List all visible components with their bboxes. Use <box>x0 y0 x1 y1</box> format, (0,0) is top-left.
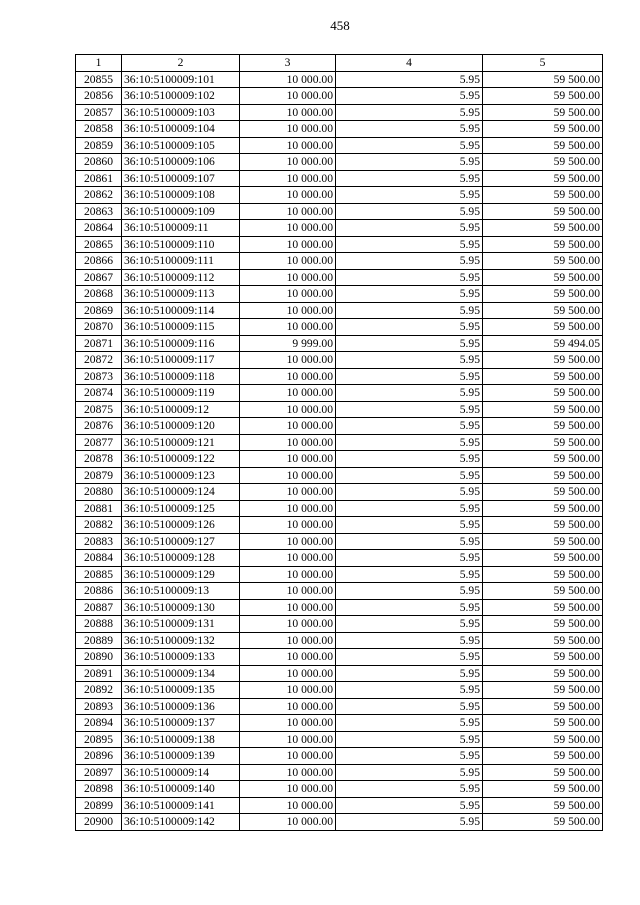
area-cell: 10 000.00 <box>240 269 336 286</box>
rate-cell: 5.95 <box>336 401 483 418</box>
row-number-cell: 20886 <box>76 583 122 600</box>
total-cell: 59 494.05 <box>483 335 603 352</box>
area-cell: 10 000.00 <box>240 632 336 649</box>
rate-cell: 5.95 <box>336 104 483 121</box>
area-cell: 10 000.00 <box>240 137 336 154</box>
total-cell: 59 500.00 <box>483 814 603 831</box>
rate-cell: 5.95 <box>336 731 483 748</box>
area-cell: 10 000.00 <box>240 319 336 336</box>
rate-cell: 5.95 <box>336 583 483 600</box>
table-row <box>76 731 603 748</box>
total-cell: 59 500.00 <box>483 418 603 435</box>
area-cell: 10 000.00 <box>240 797 336 814</box>
cadastral-number-cell: 36:10:5100009:108 <box>122 187 240 204</box>
column-header-2: 2 <box>122 55 240 72</box>
area-cell: 10 000.00 <box>240 253 336 270</box>
cadastral-number-cell: 36:10:5100009:113 <box>122 286 240 303</box>
row-number-cell: 20857 <box>76 104 122 121</box>
row-number-cell: 20885 <box>76 566 122 583</box>
table-row <box>76 319 603 336</box>
total-cell: 59 500.00 <box>483 649 603 666</box>
row-number-cell: 20876 <box>76 418 122 435</box>
row-number-cell: 20879 <box>76 467 122 484</box>
cadastral-number-cell: 36:10:5100009:107 <box>122 170 240 187</box>
rate-cell: 5.95 <box>336 220 483 237</box>
row-number-cell: 20862 <box>76 187 122 204</box>
rate-cell: 5.95 <box>336 335 483 352</box>
table-row <box>76 187 603 204</box>
table-body <box>76 71 603 830</box>
table-row <box>76 599 603 616</box>
row-number-cell: 20898 <box>76 781 122 798</box>
row-number-cell: 20864 <box>76 220 122 237</box>
table-row <box>76 203 603 220</box>
total-cell: 59 500.00 <box>483 269 603 286</box>
row-number-cell: 20884 <box>76 550 122 567</box>
row-number-cell: 20878 <box>76 451 122 468</box>
table-row <box>76 335 603 352</box>
row-number-cell: 20896 <box>76 748 122 765</box>
row-number-cell: 20888 <box>76 616 122 633</box>
total-cell: 59 500.00 <box>483 220 603 237</box>
total-cell: 59 500.00 <box>483 401 603 418</box>
table-row <box>76 104 603 121</box>
row-number-cell: 20861 <box>76 170 122 187</box>
column-header-4: 4 <box>336 55 483 72</box>
cadastral-number-cell: 36:10:5100009:138 <box>122 731 240 748</box>
total-cell: 59 500.00 <box>483 764 603 781</box>
row-number-cell: 20872 <box>76 352 122 369</box>
table-row <box>76 764 603 781</box>
table-row <box>76 550 603 567</box>
rate-cell: 5.95 <box>336 698 483 715</box>
rate-cell: 5.95 <box>336 665 483 682</box>
cadastral-number-cell: 36:10:5100009:127 <box>122 533 240 550</box>
rate-cell: 5.95 <box>336 517 483 534</box>
total-cell: 59 500.00 <box>483 715 603 732</box>
cadastral-number-cell: 36:10:5100009:12 <box>122 401 240 418</box>
table-row <box>76 748 603 765</box>
total-cell: 59 500.00 <box>483 154 603 171</box>
cadastral-number-cell: 36:10:5100009:103 <box>122 104 240 121</box>
rate-cell: 5.95 <box>336 764 483 781</box>
row-number-cell: 20900 <box>76 814 122 831</box>
cadastral-number-cell: 36:10:5100009:118 <box>122 368 240 385</box>
cadastral-number-cell: 36:10:5100009:106 <box>122 154 240 171</box>
total-cell: 59 500.00 <box>483 368 603 385</box>
cadastral-number-cell: 36:10:5100009:137 <box>122 715 240 732</box>
column-header-1: 1 <box>76 55 122 72</box>
rate-cell: 5.95 <box>336 319 483 336</box>
row-number-cell: 20868 <box>76 286 122 303</box>
data-table <box>75 54 603 831</box>
area-cell: 10 000.00 <box>240 401 336 418</box>
area-cell: 10 000.00 <box>240 368 336 385</box>
total-cell: 59 500.00 <box>483 286 603 303</box>
rate-cell: 5.95 <box>336 253 483 270</box>
area-cell: 10 000.00 <box>240 517 336 534</box>
row-number-cell: 20869 <box>76 302 122 319</box>
rate-cell: 5.95 <box>336 781 483 798</box>
total-cell: 59 500.00 <box>483 632 603 649</box>
area-cell: 10 000.00 <box>240 467 336 484</box>
area-cell: 10 000.00 <box>240 698 336 715</box>
rate-cell: 5.95 <box>336 203 483 220</box>
table-row <box>76 401 603 418</box>
row-number-cell: 20867 <box>76 269 122 286</box>
table-row <box>76 781 603 798</box>
cadastral-number-cell: 36:10:5100009:132 <box>122 632 240 649</box>
table-row <box>76 649 603 666</box>
cadastral-number-cell: 36:10:5100009:135 <box>122 682 240 699</box>
total-cell: 59 500.00 <box>483 781 603 798</box>
table-header <box>76 55 603 72</box>
table-row <box>76 253 603 270</box>
table-row <box>76 451 603 468</box>
total-cell: 59 500.00 <box>483 583 603 600</box>
total-cell: 59 500.00 <box>483 253 603 270</box>
area-cell: 10 000.00 <box>240 170 336 187</box>
total-cell: 59 500.00 <box>483 137 603 154</box>
table-row <box>76 236 603 253</box>
row-number-cell: 20890 <box>76 649 122 666</box>
total-cell: 59 500.00 <box>483 121 603 138</box>
rate-cell: 5.95 <box>336 187 483 204</box>
row-number-cell: 20863 <box>76 203 122 220</box>
column-header-5: 5 <box>483 55 603 72</box>
area-cell: 10 000.00 <box>240 71 336 88</box>
rate-cell: 5.95 <box>336 269 483 286</box>
total-cell: 59 500.00 <box>483 698 603 715</box>
table-row <box>76 269 603 286</box>
rate-cell: 5.95 <box>336 797 483 814</box>
row-number-cell: 20855 <box>76 71 122 88</box>
total-cell: 59 500.00 <box>483 533 603 550</box>
area-cell: 10 000.00 <box>240 781 336 798</box>
total-cell: 59 500.00 <box>483 236 603 253</box>
rate-cell: 5.95 <box>336 467 483 484</box>
rate-cell: 5.95 <box>336 170 483 187</box>
row-number-cell: 20893 <box>76 698 122 715</box>
total-cell: 59 500.00 <box>483 550 603 567</box>
row-number-cell: 20873 <box>76 368 122 385</box>
cadastral-number-cell: 36:10:5100009:133 <box>122 649 240 666</box>
area-cell: 10 000.00 <box>240 121 336 138</box>
area-cell: 10 000.00 <box>240 731 336 748</box>
total-cell: 59 500.00 <box>483 187 603 204</box>
table-row <box>76 484 603 501</box>
table-row <box>76 715 603 732</box>
rate-cell: 5.95 <box>336 682 483 699</box>
row-number-cell: 20894 <box>76 715 122 732</box>
cadastral-number-cell: 36:10:5100009:116 <box>122 335 240 352</box>
area-cell: 10 000.00 <box>240 649 336 666</box>
cadastral-number-cell: 36:10:5100009:101 <box>122 71 240 88</box>
row-number-cell: 20880 <box>76 484 122 501</box>
area-cell: 10 000.00 <box>240 236 336 253</box>
total-cell: 59 500.00 <box>483 104 603 121</box>
total-cell: 59 500.00 <box>483 451 603 468</box>
area-cell: 10 000.00 <box>240 352 336 369</box>
table-row <box>76 137 603 154</box>
area-cell: 10 000.00 <box>240 434 336 451</box>
table-row <box>76 665 603 682</box>
area-cell: 10 000.00 <box>240 104 336 121</box>
area-cell: 10 000.00 <box>240 814 336 831</box>
rate-cell: 5.95 <box>336 550 483 567</box>
area-cell: 10 000.00 <box>240 616 336 633</box>
area-cell: 10 000.00 <box>240 187 336 204</box>
cadastral-number-cell: 36:10:5100009:142 <box>122 814 240 831</box>
rate-cell: 5.95 <box>336 121 483 138</box>
row-number-cell: 20891 <box>76 665 122 682</box>
area-cell: 10 000.00 <box>240 533 336 550</box>
cadastral-number-cell: 36:10:5100009:120 <box>122 418 240 435</box>
rate-cell: 5.95 <box>336 71 483 88</box>
rate-cell: 5.95 <box>336 599 483 616</box>
cadastral-number-cell: 36:10:5100009:105 <box>122 137 240 154</box>
area-cell: 10 000.00 <box>240 748 336 765</box>
cadastral-number-cell: 36:10:5100009:131 <box>122 616 240 633</box>
rate-cell: 5.95 <box>336 286 483 303</box>
table-row <box>76 632 603 649</box>
total-cell: 59 500.00 <box>483 500 603 517</box>
table-row <box>76 154 603 171</box>
row-number-cell: 20865 <box>76 236 122 253</box>
rate-cell: 5.95 <box>336 649 483 666</box>
rate-cell: 5.95 <box>336 616 483 633</box>
rate-cell: 5.95 <box>336 748 483 765</box>
total-cell: 59 500.00 <box>483 467 603 484</box>
row-number-cell: 20889 <box>76 632 122 649</box>
cadastral-number-cell: 36:10:5100009:121 <box>122 434 240 451</box>
cadastral-number-cell: 36:10:5100009:110 <box>122 236 240 253</box>
area-cell: 10 000.00 <box>240 583 336 600</box>
total-cell: 59 500.00 <box>483 599 603 616</box>
row-number-cell: 20892 <box>76 682 122 699</box>
area-cell: 10 000.00 <box>240 88 336 105</box>
cadastral-number-cell: 36:10:5100009:111 <box>122 253 240 270</box>
table-row <box>76 616 603 633</box>
rate-cell: 5.95 <box>336 302 483 319</box>
row-number-cell: 20883 <box>76 533 122 550</box>
table-row <box>76 533 603 550</box>
cadastral-number-cell: 36:10:5100009:126 <box>122 517 240 534</box>
total-cell: 59 500.00 <box>483 748 603 765</box>
rate-cell: 5.95 <box>336 368 483 385</box>
row-number-cell: 20870 <box>76 319 122 336</box>
table-row <box>76 286 603 303</box>
rate-cell: 5.95 <box>336 715 483 732</box>
area-cell: 10 000.00 <box>240 203 336 220</box>
rate-cell: 5.95 <box>336 814 483 831</box>
table-row <box>76 220 603 237</box>
rate-cell: 5.95 <box>336 484 483 501</box>
area-cell: 10 000.00 <box>240 682 336 699</box>
table-row <box>76 797 603 814</box>
rate-cell: 5.95 <box>336 137 483 154</box>
total-cell: 59 500.00 <box>483 319 603 336</box>
area-cell: 10 000.00 <box>240 500 336 517</box>
cadastral-number-cell: 36:10:5100009:130 <box>122 599 240 616</box>
area-cell: 10 000.00 <box>240 154 336 171</box>
row-number-cell: 20877 <box>76 434 122 451</box>
rate-cell: 5.95 <box>336 632 483 649</box>
table-row <box>76 302 603 319</box>
row-number-cell: 20871 <box>76 335 122 352</box>
table-row <box>76 566 603 583</box>
row-number-cell: 20859 <box>76 137 122 154</box>
area-cell: 10 000.00 <box>240 550 336 567</box>
area-cell: 10 000.00 <box>240 451 336 468</box>
cadastral-number-cell: 36:10:5100009:136 <box>122 698 240 715</box>
row-number-cell: 20874 <box>76 385 122 402</box>
cadastral-number-cell: 36:10:5100009:128 <box>122 550 240 567</box>
cadastral-number-cell: 36:10:5100009:14 <box>122 764 240 781</box>
table-row <box>76 71 603 88</box>
row-number-cell: 20895 <box>76 731 122 748</box>
total-cell: 59 500.00 <box>483 484 603 501</box>
area-cell: 10 000.00 <box>240 418 336 435</box>
row-number-cell: 20856 <box>76 88 122 105</box>
row-number-cell: 20875 <box>76 401 122 418</box>
cadastral-number-cell: 36:10:5100009:139 <box>122 748 240 765</box>
total-cell: 59 500.00 <box>483 797 603 814</box>
rate-cell: 5.95 <box>336 236 483 253</box>
table-row <box>76 583 603 600</box>
total-cell: 59 500.00 <box>483 616 603 633</box>
row-number-cell: 20897 <box>76 764 122 781</box>
cadastral-number-cell: 36:10:5100009:123 <box>122 467 240 484</box>
rate-cell: 5.95 <box>336 500 483 517</box>
total-cell: 59 500.00 <box>483 170 603 187</box>
total-cell: 59 500.00 <box>483 352 603 369</box>
rate-cell: 5.95 <box>336 418 483 435</box>
total-cell: 59 500.00 <box>483 517 603 534</box>
total-cell: 59 500.00 <box>483 88 603 105</box>
area-cell: 10 000.00 <box>240 566 336 583</box>
table-row <box>76 434 603 451</box>
area-cell: 10 000.00 <box>240 599 336 616</box>
cadastral-number-cell: 36:10:5100009:129 <box>122 566 240 583</box>
cadastral-number-cell: 36:10:5100009:125 <box>122 500 240 517</box>
total-cell: 59 500.00 <box>483 434 603 451</box>
total-cell: 59 500.00 <box>483 566 603 583</box>
row-number-cell: 20899 <box>76 797 122 814</box>
rate-cell: 5.95 <box>336 566 483 583</box>
total-cell: 59 500.00 <box>483 731 603 748</box>
cadastral-number-cell: 36:10:5100009:119 <box>122 385 240 402</box>
row-number-cell: 20858 <box>76 121 122 138</box>
table-row <box>76 698 603 715</box>
table-row <box>76 814 603 831</box>
cadastral-number-cell: 36:10:5100009:11 <box>122 220 240 237</box>
area-cell: 10 000.00 <box>240 385 336 402</box>
total-cell: 59 500.00 <box>483 665 603 682</box>
page-number: 458 <box>330 18 350 33</box>
row-number-cell: 20887 <box>76 599 122 616</box>
cadastral-number-cell: 36:10:5100009:102 <box>122 88 240 105</box>
cadastral-number-cell: 36:10:5100009:117 <box>122 352 240 369</box>
cadastral-number-cell: 36:10:5100009:114 <box>122 302 240 319</box>
area-cell: 10 000.00 <box>240 484 336 501</box>
table-row <box>76 418 603 435</box>
header-row <box>76 55 603 72</box>
total-cell: 59 500.00 <box>483 385 603 402</box>
cadastral-number-cell: 36:10:5100009:109 <box>122 203 240 220</box>
cadastral-number-cell: 36:10:5100009:124 <box>122 484 240 501</box>
rate-cell: 5.95 <box>336 352 483 369</box>
table-row <box>76 170 603 187</box>
table-row <box>76 121 603 138</box>
area-cell: 10 000.00 <box>240 286 336 303</box>
area-cell: 10 000.00 <box>240 715 336 732</box>
table-row <box>76 467 603 484</box>
rate-cell: 5.95 <box>336 434 483 451</box>
table-row <box>76 517 603 534</box>
cadastral-number-cell: 36:10:5100009:141 <box>122 797 240 814</box>
rate-cell: 5.95 <box>336 88 483 105</box>
total-cell: 59 500.00 <box>483 203 603 220</box>
table-row <box>76 682 603 699</box>
area-cell: 10 000.00 <box>240 665 336 682</box>
table-row <box>76 368 603 385</box>
row-number-cell: 20860 <box>76 154 122 171</box>
total-cell: 59 500.00 <box>483 302 603 319</box>
cadastral-number-cell: 36:10:5100009:115 <box>122 319 240 336</box>
column-header-3: 3 <box>240 55 336 72</box>
row-number-cell: 20881 <box>76 500 122 517</box>
area-cell: 9 999.00 <box>240 335 336 352</box>
rate-cell: 5.95 <box>336 154 483 171</box>
cadastral-number-cell: 36:10:5100009:13 <box>122 583 240 600</box>
row-number-cell: 20866 <box>76 253 122 270</box>
table-row <box>76 500 603 517</box>
table-row <box>76 385 603 402</box>
rate-cell: 5.95 <box>336 451 483 468</box>
area-cell: 10 000.00 <box>240 764 336 781</box>
rate-cell: 5.95 <box>336 385 483 402</box>
row-number-cell: 20882 <box>76 517 122 534</box>
area-cell: 10 000.00 <box>240 220 336 237</box>
cadastral-number-cell: 36:10:5100009:140 <box>122 781 240 798</box>
total-cell: 59 500.00 <box>483 682 603 699</box>
rate-cell: 5.95 <box>336 533 483 550</box>
table-row <box>76 88 603 105</box>
cadastral-number-cell: 36:10:5100009:134 <box>122 665 240 682</box>
cadastral-number-cell: 36:10:5100009:104 <box>122 121 240 138</box>
total-cell: 59 500.00 <box>483 71 603 88</box>
table-row <box>76 352 603 369</box>
cadastral-number-cell: 36:10:5100009:122 <box>122 451 240 468</box>
area-cell: 10 000.00 <box>240 302 336 319</box>
cadastral-number-cell: 36:10:5100009:112 <box>122 269 240 286</box>
